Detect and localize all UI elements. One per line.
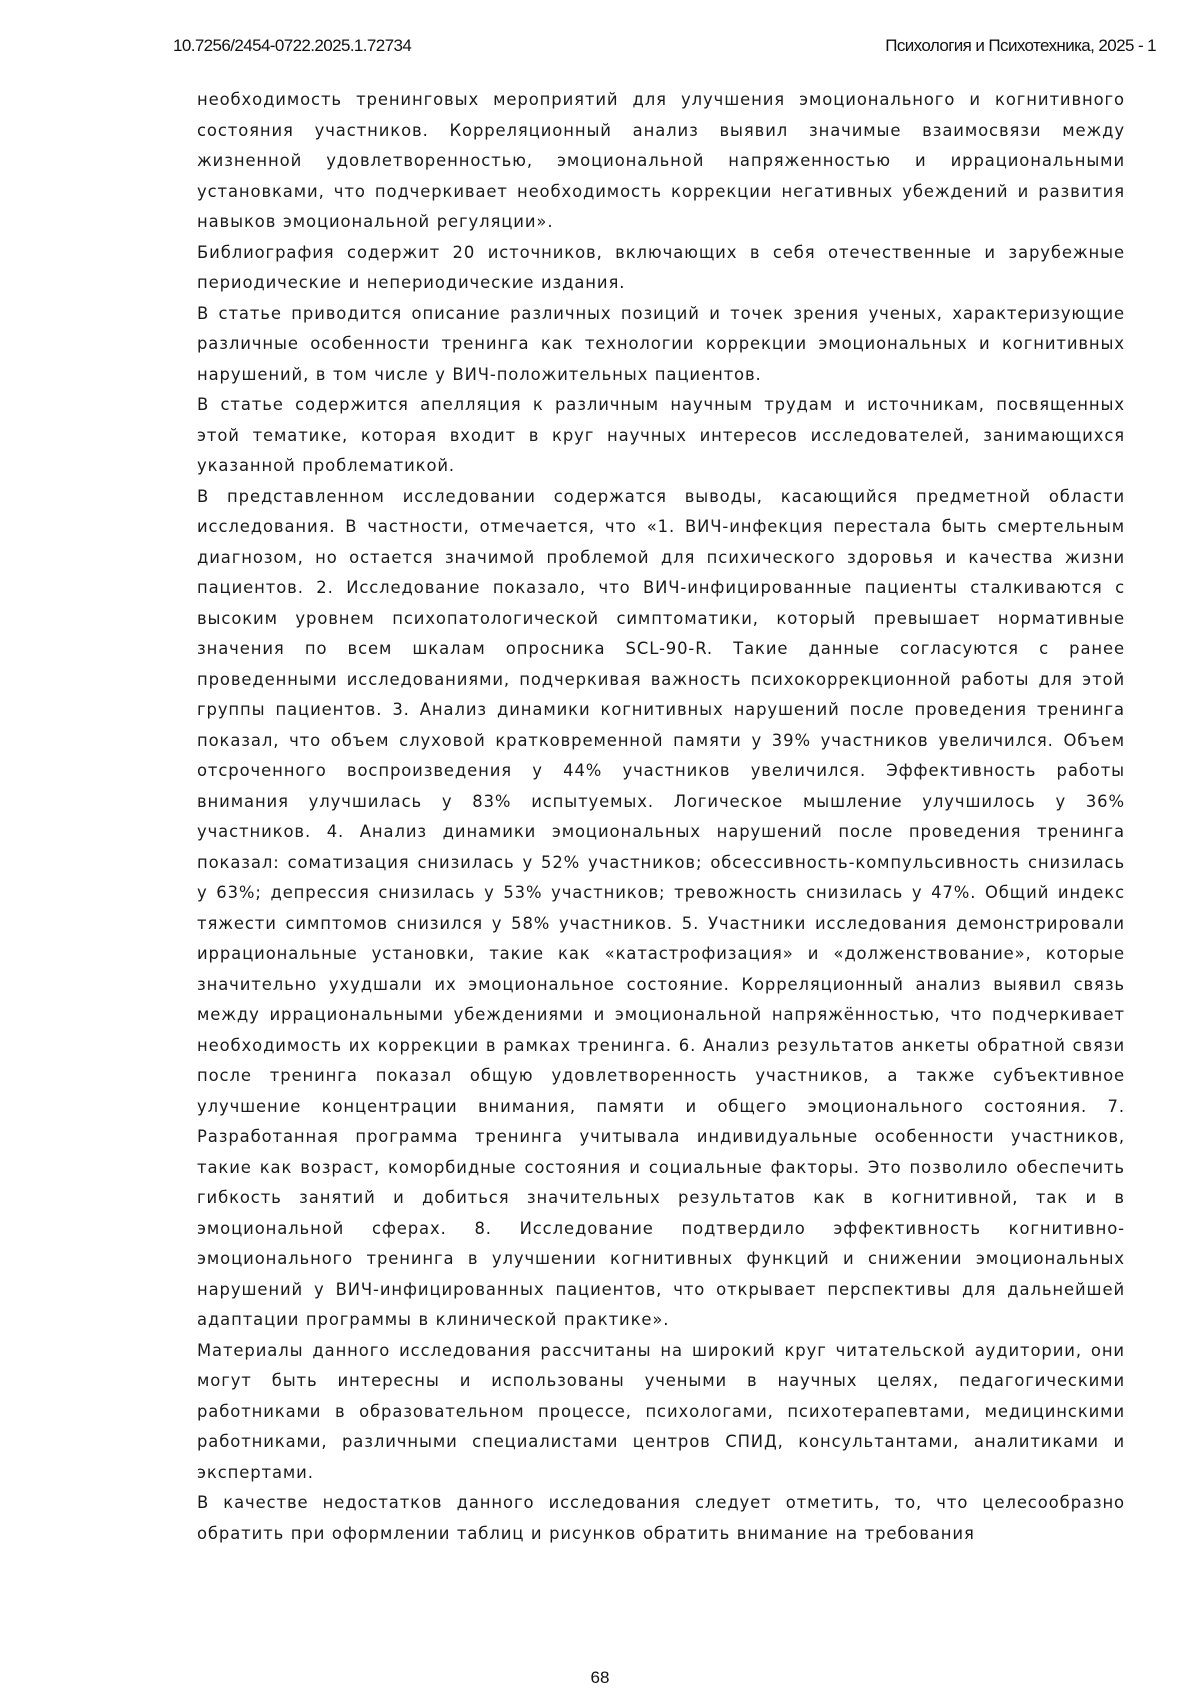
article-doi[interactable]: 10.7256/2454-0722.2025.1.72734 — [173, 36, 411, 56]
paragraph-shortcomings: В качестве недостатков данного исследования следует отметить, то, что целесообразно обратить при оформлении таблиц и рисунков обратить внимание на требования — [197, 1488, 1125, 1549]
paragraph-continuation: необходимость тренинговых мероприятий для улучшения эмоционального и когнитивного состояния участников. Корреляционный анализ выявил значимые взаимосвязи между жизненной удовлетворенностью, эмоциональной напряженностью и иррациональными установками, что подчеркивает необходимость коррекции негативных убеждений и развития навыков эмоциональной регуляции». — [197, 85, 1125, 238]
paragraph-appeal: В статье содержится апелляция к различным научным трудам и источникам, посвященных этой тематике, которая входит в круг научных интересов исследователей, занимающихся указанной проблематикой. — [197, 390, 1125, 482]
document-page — [0, 0, 1200, 1698]
page-number: 68 — [0, 1668, 1200, 1688]
article-body — [197, 85, 1125, 1549]
paragraph-conclusions: В представленном исследовании содержатся выводы, касающийся предметной области исследования. В частности, отмечается, что «1. ВИЧ-инфекция перестала быть смертельным диагнозом, но остается значимой проблемой для психического здоровья и качества жизни пациентов. 2. Исследование показало, что ВИЧ-инфицированные пациенты сталкиваются с высоким уровнем психопатологической симптоматики, который превышает нормативные значения по всем шкалам опросника SCL-90-R. Такие данные согласуются с ранее проведенными исследованиями, подчеркивая важность психокоррекционной работы для этой группы пациентов. 3. Анализ динамики когнитивных нарушений после проведения тренинга показал, что объем слуховой кратковременной памяти у 39% участников увеличился. Объем отсроченного воспроизведения у 44% участников увеличился. Эффективность работы внимания улучшилась у 83% испытуемых. Логическое мышление улучшилось у 36% участников. 4. Анализ динамики эмоциональных нарушений после проведения тренинга показал: соматизация снизилась у 52% участников; обсессивность-компульсивность снизилась у 63%; депрессия снизилась у 53% участников; тревожность снизилась у 47%. Общий индекс тяжести симптомов снизился у 58% участников. 5. Участники исследования демонстрировали иррациональные установки, такие как «катастрофизация» и «долженствование», которые значительно ухудшали их эмоциональное состояние. Корреляционный анализ выявил связь между иррациональными убеждениями и эмоциональной напряжённостью, что подчеркивает необходимость их коррекции в рамках тренинга. 6. Анализ результатов анкеты обратной связи после тренинга показал общую удовлетворенность участников, а также субъективное улучшение концентрации внимания, памяти и общего эмоционального состояния. 7. Разработанная программа тренинга учитывала индивидуальные особенности участников, такие как возраст, коморбидные состояния и социальные факторы. Это позволило обеспечить гибкость занятий и добиться значительных результатов как в когнитивной, так и в эмоциональной сферах. 8. Исследование подтвердило эффективность когнитивно-эмоционального тренинга в улучшении когнитивных функций и снижении эмоциональных нарушений у ВИЧ-инфицированных пациентов, что открывает перспективы для дальнейшей адаптации программы в клинической практике». — [197, 482, 1125, 1336]
paragraph-bibliography: Библиография содержит 20 источников, включающих в себя отечественные и зарубежные периодические и непериодические издания. — [197, 238, 1125, 299]
paragraph-positions: В статье приводится описание различных позиций и точек зрения ученых, характеризующие различные особенности тренинга как технологии коррекции эмоциональных и когнитивных нарушений, в том числе у ВИЧ-положительных пациентов. — [197, 299, 1125, 391]
journal-title: Психология и Психотехника, 2025 - 1 — [885, 36, 1156, 56]
paragraph-audience: Материалы данного исследования рассчитаны на широкий круг читательской аудитории, они могут быть интересны и использованы учеными в научных целях, педагогическими работниками в образовательном процессе, психологами, психотерапевтами, медицинскими работниками, различными специалистами центров СПИД, консультантами, аналитиками и экспертами. — [197, 1336, 1125, 1489]
running-header — [173, 36, 1156, 60]
